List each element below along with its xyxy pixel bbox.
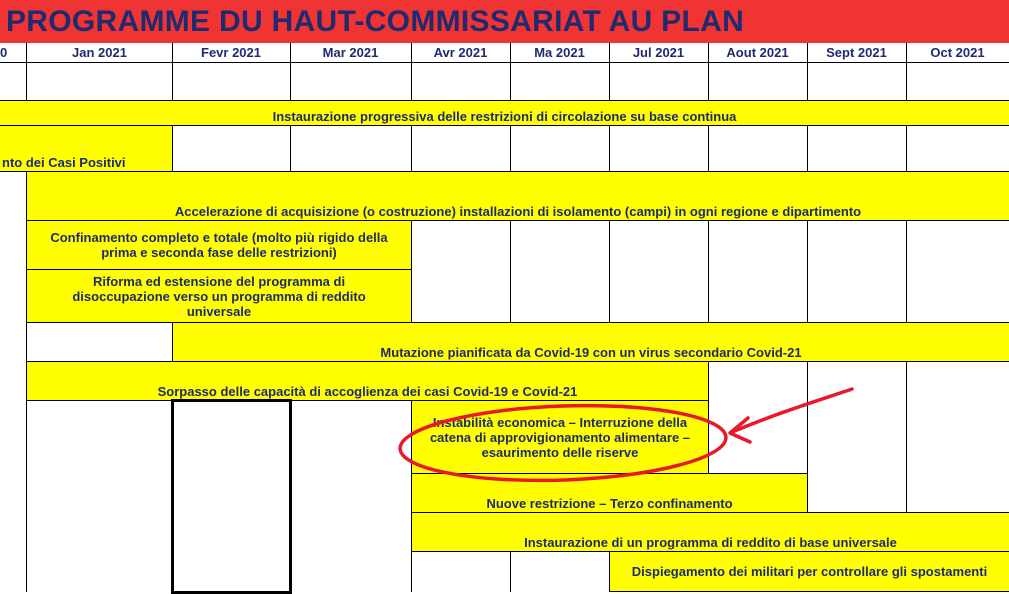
month-header-feb: Fevr 2021	[201, 45, 261, 60]
month-header-mar: Mar 2021	[322, 45, 379, 60]
task-label: Instaurazione di un programma di reddito di base universale	[524, 535, 897, 550]
month-header-sep: Sept 2021	[826, 45, 887, 60]
task-bar-military-deployment	[609, 551, 1009, 592]
highlighted-cell	[171, 399, 292, 594]
task-label: Instabilità economica – Interruzione della catena di approvigionamento alimentare – esaurimento delle riserve	[429, 414, 691, 460]
month-header-oct: Oct 2021	[930, 45, 985, 60]
annotation-arrow-head	[730, 418, 750, 442]
task-bar-isolation-camps	[26, 171, 1009, 221]
task-label: Mutazione pianificata da Covid-19 con un virus secondario Covid-21	[380, 345, 802, 360]
task-label: Dispiegamento dei militari per controllare gli spostamenti	[631, 564, 988, 579]
task-bar-positive-cases	[0, 125, 173, 172]
annotation-arrow-shaft	[732, 389, 852, 432]
task-label: Instaurazione progressiva delle restrizioni di circolazione su base continua	[272, 109, 737, 124]
task-bar-covid-21-mutation	[172, 322, 1009, 362]
task-bar-circulation-restrictions	[0, 100, 1009, 126]
page-title: PROGRAMME DU HAUT-COMMISSARIAT AU PLAN	[6, 5, 745, 38]
task-label: Sorpasso delle capacità di accoglienza dei casi Covid-19 e Covid-21	[157, 384, 578, 399]
title-bar	[0, 0, 1009, 43]
task-bar-third-lockdown	[411, 473, 808, 513]
task-bar-unemployment-reform	[26, 269, 412, 323]
task-label: Riforma ed estensione del programma di disoccupazione verso un programma di reddito universale	[72, 273, 366, 319]
task-bar-total-lockdown	[26, 220, 412, 270]
grid-line	[0, 62, 1009, 63]
task-bar-economic-instability	[411, 400, 709, 474]
task-label: Confinamento completo e totale (molto più rigido della prima e seconda fase delle restrizioni)	[50, 230, 388, 260]
task-label: Nuove restrizione – Terzo confinamento	[486, 496, 733, 511]
month-header-0: 0	[0, 45, 8, 60]
month-header-jan: Jan 2021	[72, 45, 127, 60]
task-label: nto dei Casi Positivi	[2, 155, 126, 170]
month-header-jul: Jul 2021	[632, 45, 685, 60]
month-header-may: Ma 2021	[534, 45, 585, 60]
task-bar-universal-income	[411, 512, 1009, 552]
month-header-aug: Aout 2021	[726, 45, 789, 60]
month-header-apr: Avr 2021	[433, 45, 488, 60]
task-label: Accelerazione di acquisizione (o costruzione) installazioni di isolamento (campi) in ogni regione e dipartimento	[174, 204, 862, 219]
task-bar-capacity-overrun	[26, 361, 709, 401]
